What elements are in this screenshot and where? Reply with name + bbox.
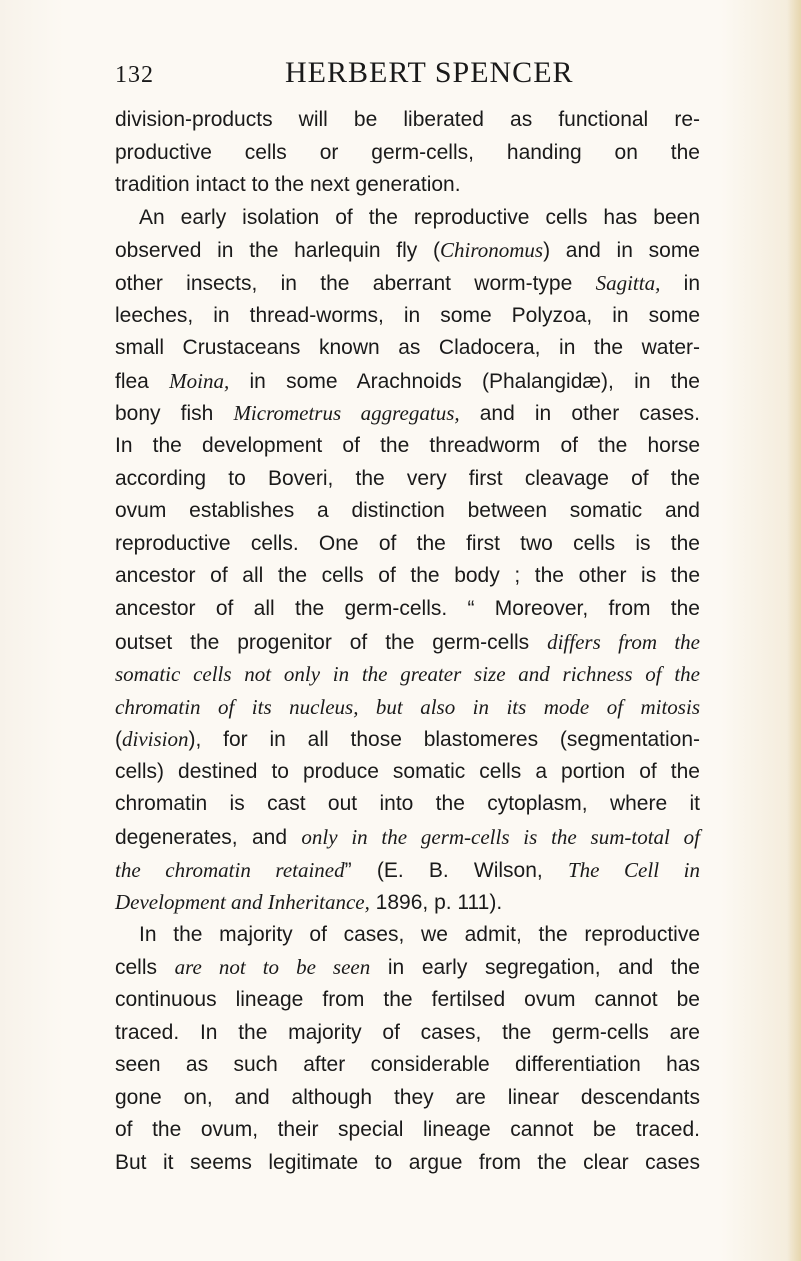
text-segment: small Crustaceans known as Cladocera, in the water- [115, 336, 700, 360]
text-segment: chromatin is cast out into the cytoplasm, where it [115, 792, 700, 816]
text-line [115, 365, 700, 398]
text-line [115, 593, 700, 626]
text-line [115, 1114, 700, 1147]
text-line [115, 984, 700, 1017]
text-line [115, 854, 700, 887]
text-segment: ” (E. B. Wilson, [344, 858, 568, 882]
page-edge-shading [787, 0, 801, 1261]
italic-text: Sagitta, [595, 270, 661, 295]
text-line [115, 202, 700, 235]
text-segment: cells) destined to produce somatic cells a portion of the [115, 759, 700, 783]
text-segment: of the ovum, their special lineage cannot be traced. [115, 1118, 700, 1142]
italic-text: Development and Inheritance, [115, 890, 370, 915]
text-segment: ( [115, 728, 122, 752]
italic-text: Chironomus [439, 238, 544, 263]
text-line [115, 1082, 700, 1115]
text-line [115, 560, 700, 593]
text-line [115, 919, 700, 952]
text-line [115, 691, 700, 724]
italic-text: the chromatin retained [115, 857, 345, 882]
text-line [115, 300, 700, 333]
text-line [115, 626, 700, 659]
italic-text: somatic cells not only in the greater size and richness of the [115, 662, 700, 687]
page-header [115, 56, 695, 96]
text-segment: reproductive cells. One of the first two cells is the [115, 531, 700, 555]
text-line [115, 104, 700, 137]
text-line [115, 137, 700, 170]
text-segment: in [660, 271, 700, 295]
italic-text: chromatin of its nucleus, but also in its mode of mitosis [115, 694, 700, 719]
text-segment: ) and in some [543, 239, 700, 263]
italic-text: differs from the [547, 629, 700, 654]
text-segment: ovum establishes a distinction between somatic and [115, 499, 700, 523]
body-text [115, 104, 700, 1180]
italic-text: The Cell in [567, 857, 700, 882]
text-segment: observed in the harlequin fly ( [115, 239, 440, 263]
text-line [115, 397, 700, 430]
text-segment: division-products will be liberated as functional re- [115, 108, 700, 131]
text-line [115, 495, 700, 528]
text-segment: leeches, in thread-worms, in some Polyzoa, in some [115, 303, 700, 327]
text-segment: flea [115, 369, 170, 393]
text-segment: other insects, in the aberrant worm-type [115, 271, 596, 295]
text-segment: gone on, and although they are linear descendants [115, 1085, 700, 1109]
text-line [115, 528, 700, 561]
text-segment: tradition intact to the next generation. [115, 173, 461, 197]
text-line [115, 1147, 700, 1180]
text-line [115, 169, 700, 202]
italic-text: division [122, 727, 189, 752]
running-title: HERBERT SPENCER [285, 56, 574, 89]
text-line [115, 788, 700, 821]
text-line [115, 658, 700, 691]
text-segment: degenerates, and [115, 826, 302, 850]
text-segment: ancestor of all the germ-cells. “ Moreover, from the [115, 596, 700, 620]
text-segment: cells [115, 956, 175, 980]
italic-text: only in the germ-cells is the sum-total of [301, 825, 700, 850]
text-segment: But it seems legitimate to argue from the clear cases [115, 1151, 700, 1174]
text-segment: and in other cases. [459, 402, 700, 426]
text-segment: ancestor of all the cells of the body ; the other is the [115, 564, 700, 588]
text-segment: In the development of the threadworm of the horse [115, 433, 700, 457]
text-segment: 1896, p. 111). [369, 891, 503, 915]
italic-text: are not to be seen [174, 955, 371, 980]
text-segment: bony fish [115, 402, 234, 426]
text-line [115, 951, 700, 984]
text-segment: in some Arachnoids (Phalangidæ), in the [229, 369, 700, 393]
text-segment: traced. In the majority of cases, the germ-cells are [115, 1020, 700, 1044]
text-segment: outset the progenitor of the germ-cells [115, 630, 548, 654]
text-line [115, 723, 700, 756]
text-line [115, 886, 700, 919]
text-line [115, 821, 700, 854]
text-segment: seen as such after considerable differentiation has [115, 1053, 700, 1077]
text-segment: according to Boveri, the very first cleavage of the [115, 466, 700, 490]
text-segment: ), for in all those blastomeres (segmentation- [188, 728, 700, 752]
text-line [115, 430, 700, 463]
text-segment: productive cells or germ-cells, handing on the [115, 140, 700, 164]
text-line [115, 267, 700, 300]
page-number: 132 [115, 62, 154, 88]
italic-text: Moina, [169, 368, 230, 393]
text-line [115, 463, 700, 496]
text-segment: in early segregation, and the [370, 956, 700, 980]
text-line [115, 1049, 700, 1082]
text-segment: continuous lineage from the fertilsed ovum cannot be [115, 988, 700, 1012]
text-segment: In the majority of cases, we admit, the reproductive [139, 922, 700, 946]
text-line [115, 756, 700, 789]
text-line [115, 234, 700, 267]
italic-text: Micrometrus aggregatus, [233, 401, 460, 426]
text-line [115, 332, 700, 365]
text-segment: An early isolation of the reproductive cells has been [139, 205, 700, 229]
text-line [115, 1017, 700, 1050]
